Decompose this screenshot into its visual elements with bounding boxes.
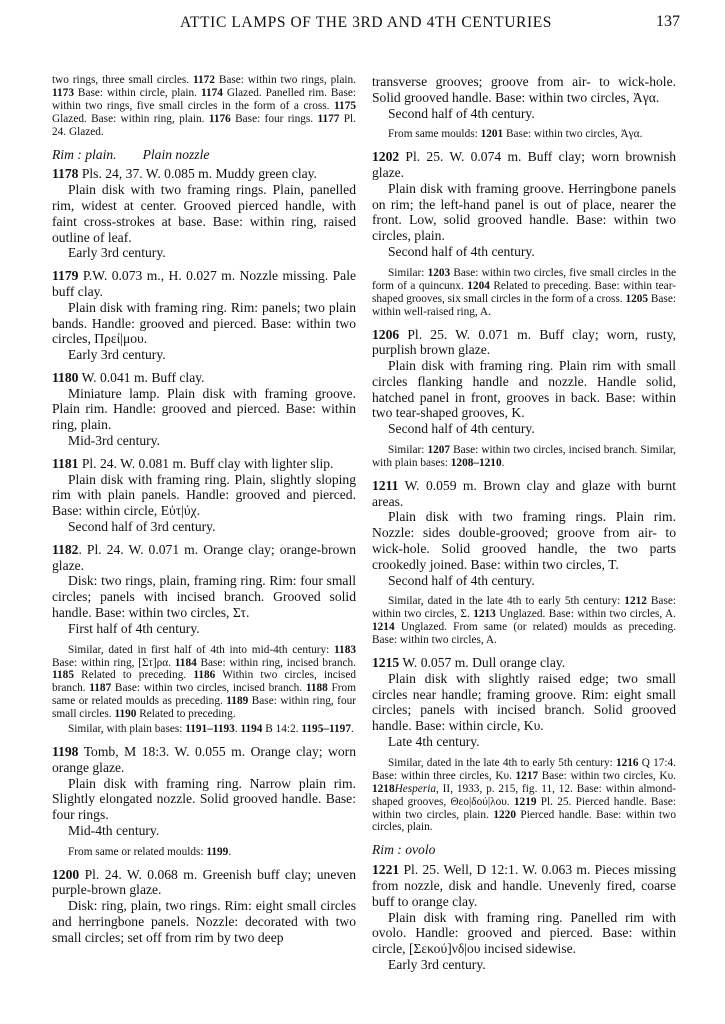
note-text: Q 17:4. Base: within three circles, Κυ. <box>372 756 676 782</box>
entry-paragraph: Disk: two rings, plain, framing ring. Rim: four small circles; panels with incised branch. Grooved solid handle. Base: within two circles, Στ. <box>52 573 356 621</box>
note-text: Glazed. Base: within ring, plain. <box>52 112 209 125</box>
catalogue-number: 1187 <box>89 682 112 695</box>
note-text: Base: within two circles, incised branch. <box>111 682 306 695</box>
entry-heading <box>52 456 356 472</box>
entry-description: Pl. 25. W. 0.074 m. Buff clay; worn brownish glaze. <box>372 149 676 181</box>
entry-heading <box>372 862 676 909</box>
note-text: . <box>234 723 241 736</box>
entry-paragraph: Plain disk with framing groove. Herringbone panels on rim; the left-hand panel is out of place, nearer the front. Low, solid grooved handle. Base: within two circles, plain. <box>372 180 676 244</box>
note-text: From same or related moulds: <box>68 845 207 858</box>
note-text: Pierced handle. Base: within two circles, plain. <box>372 808 676 834</box>
publication-title: Hesperia <box>394 782 437 795</box>
catalogue-number: 1175 <box>334 99 356 112</box>
entry-paragraph: Plain disk with framing ring. Plain, slightly sloping rim with plain panels. Handle: grooved and pierced. Base: within circle, Εὐτ|ύχ. <box>52 471 356 519</box>
entry-description: Pl. 25. W. 0.071 m. Buff clay; worn, rusty, purplish brown glaze. <box>372 326 676 358</box>
catalogue-number: 1220 <box>493 808 516 821</box>
catalogue-entry <box>372 327 676 438</box>
left-column <box>52 74 356 953</box>
catalogue-entry <box>52 166 356 261</box>
catalogue-note <box>52 723 356 736</box>
note-text: Base: within well-raised ring, A. <box>372 292 676 318</box>
catalogue-number: 1218 <box>372 782 395 795</box>
entry-paragraph: Plain disk with slightly raised edge; two small circles near handle; framing groove. Rim: eight small circles; panels with incised branch. Solid grooved handle. Base: within circle, Κυ. <box>372 670 676 734</box>
entry-heading <box>52 370 356 386</box>
note-text: Base: within circle, plain. <box>73 86 201 99</box>
note-text: Unglazed. From same (or related) moulds as preceding. Base: within two circles, A. <box>372 621 676 647</box>
section-heading-part: Rim : ovolo <box>372 842 436 858</box>
catalogue-note <box>52 846 356 859</box>
note-text: Base: within two circles, Ἀγα. <box>503 128 643 141</box>
catalogue-number: 1206 <box>372 326 400 342</box>
note-text: Pl. 24. Glazed. <box>52 112 356 138</box>
note-text: Base: within two circles, incised branch. Similar, with plain bases: <box>372 444 676 469</box>
catalogue-number: 1183 <box>334 643 356 656</box>
catalogue-number: 1211 <box>372 477 399 493</box>
catalogue-number: 1214 <box>372 621 395 634</box>
catalogue-number: 1198 <box>52 743 79 759</box>
catalogue-entry <box>372 149 676 260</box>
catalogue-number: 1199 <box>206 845 229 858</box>
catalogue-number: 1188 <box>305 682 328 695</box>
note-text: Related to preceding. <box>73 669 194 682</box>
entry-paragraph: Second half of 4th century. <box>388 244 535 260</box>
catalogue-entry <box>372 862 676 973</box>
note-text: Base: within ring, [Στ]ρα. <box>52 656 175 669</box>
catalogue-number: 1177 <box>317 112 340 125</box>
entry-paragraph: Plain disk with framing ring. Panelled rim with ovolo. Handle: grooved and pierced. Base: within circle, [Σεκού]νδ|ου incised sidewise. <box>372 909 676 957</box>
note-text: Base: within ring, four small circles. <box>52 695 356 721</box>
catalogue-entry <box>52 867 356 946</box>
entry-paragraph: Plain disk with framing ring. Narrow plain rim. Slightly elongated nozzle. Solid grooved handle. Base: four rings. <box>52 775 356 823</box>
note-text: Related to preceding. <box>136 708 236 721</box>
entry-heading <box>372 655 676 671</box>
right-column <box>372 74 676 980</box>
catalogue-note <box>372 757 676 834</box>
catalogue-number: 1219 <box>513 795 537 808</box>
catalogue-number: 1195–1197 <box>301 723 351 736</box>
note-text: Glazed. Panelled rim. Base: within two rings, five small circles in the form of a cross. <box>52 86 356 112</box>
catalogue-number: 1216 <box>615 756 639 769</box>
note-text: B 14:2. <box>262 723 302 736</box>
page-number: 137 <box>656 13 680 30</box>
catalogue-number: 1182 <box>52 541 79 557</box>
note-text: From same moulds: <box>388 128 481 141</box>
catalogue-entry <box>372 655 676 750</box>
catalogue-entry <box>52 456 356 535</box>
catalogue-number: 1208–1210 <box>450 456 502 469</box>
section-heading-part: Plain nozzle <box>142 146 210 162</box>
entry-paragraph: Second half of 3rd century. <box>68 519 216 535</box>
catalogue-number: 1204 <box>467 279 490 292</box>
catalogue-number: 1178 <box>52 166 79 182</box>
entry-description: W. 0.059 m. Brown clay and glaze with burnt areas. <box>372 477 676 509</box>
note-text: Within two circles, incised branch. <box>52 669 356 695</box>
catalogue-number: 1205 <box>625 292 649 305</box>
note-text: Similar: <box>388 444 428 457</box>
entry-paragraph: Plain disk with two framing rings. Plain, panelled rim, widest at center. Grooved pierced handle, with faint cross-strokes at base. Base: within ring, raised outline of leaf. <box>52 182 356 245</box>
catalogue-note <box>372 595 676 647</box>
entry-paragraph: Early 3rd century. <box>388 956 486 972</box>
entry-heading <box>52 542 356 574</box>
note-text: . <box>350 723 354 736</box>
catalogue-number: 1189 <box>226 695 249 708</box>
entry-paragraph: Miniature lamp. Plain disk with framing groove. Plain rim. Handle: grooved and pierced. Base: within ring, plain. <box>52 385 356 433</box>
entry-paragraph: Plain disk with framing ring. Rim: panels; two plain bands. Handle: grooved and pierced. Base: within two circles, Πρεί|μου. <box>52 299 356 347</box>
note-text: . <box>228 845 232 858</box>
entry-paragraph: Plain disk with framing ring. Plain rim with small circles flanking handle and nozzle. Handle solid, hatched panel in front, grooves in back. Base: within two tear-shaped grooves, K. <box>372 358 676 421</box>
entry-paragraph: Mid-4th century. <box>68 822 160 838</box>
entry-description: W. 0.057 m. Dull orange clay. <box>399 655 566 671</box>
catalogue-entry <box>372 478 676 589</box>
entry-paragraph: Disk: ring, plain, two rings. Rim: eight small circles and herringbone panels. Nozzle: decorated with two small circles; set off from rim by two deep <box>52 898 356 945</box>
note-text: Unglazed. Base: within two circles, A. <box>495 608 676 621</box>
entry-description: W. 0.041 m. Buff clay. <box>78 369 205 385</box>
catalogue-note <box>52 74 356 139</box>
note-text: Base: four rings. <box>230 112 318 125</box>
catalogue-number: 1221 <box>372 862 400 878</box>
catalogue-number: 1190 <box>114 708 137 721</box>
running-header <box>52 12 680 34</box>
catalogue-number: 1172 <box>193 74 215 86</box>
catalogue-number: 1215 <box>372 655 400 671</box>
catalogue-number: 1181 <box>52 455 79 471</box>
section-heading <box>52 147 356 163</box>
catalogue-entry <box>52 542 356 637</box>
note-text: , II, 1933, p. 215, fig. 11, 12. Base: within almond-shaped grooves, Θεο|δού|λου. <box>372 782 676 808</box>
entry-description: Pls. 24, 37. W. 0.085 m. Muddy green clay. <box>78 166 317 182</box>
note-text: two rings, three small circles. <box>52 74 193 86</box>
note-text: Base: within two rings, plain. <box>214 74 356 86</box>
entry-paragraph: Plain disk with two framing rings. Plain rim. Nozzle: sides double-grooved; groove from air- to wick-hole. Solid grooved handle, the two parts crookedly joined. Base: within two circles, T. <box>372 509 676 572</box>
catalogue-number: 1203 <box>427 266 451 279</box>
entry-heading <box>372 149 676 181</box>
note-text: Base: within ring, incised branch. <box>196 656 356 669</box>
catalogue-entry <box>52 744 356 839</box>
catalogue-number: 1217 <box>515 769 539 782</box>
entry-description: Tomb, M 18:3. W. 0.055 m. Orange clay; worn orange glaze. <box>52 743 356 775</box>
entry-heading <box>52 268 356 300</box>
catalogue-entry <box>372 74 676 121</box>
note-text: Similar, dated in first half of 4th into mid-4th century: <box>68 643 335 656</box>
entry-description: Pl. 24. W. 0.068 m. Greenish buff clay; uneven purple-brown glaze. <box>52 866 356 898</box>
catalogue-number: 1212 <box>624 595 647 608</box>
catalogue-number: 1179 <box>52 268 79 284</box>
catalogue-number: 1202 <box>372 149 400 165</box>
catalogue-note <box>372 444 676 470</box>
note-text: Similar, dated in the late 4th to early 5th century: <box>388 595 625 608</box>
note-text: Base: within two circles, five small circles in the form of a quincunx. <box>372 266 676 292</box>
catalogue-number: 1200 <box>52 866 80 882</box>
catalogue-number: 1184 <box>174 656 197 669</box>
catalogue-note <box>372 128 676 141</box>
entry-heading <box>52 744 356 776</box>
section-heading <box>372 842 676 858</box>
catalogue-number: 1207 <box>427 444 451 457</box>
catalogue-entry <box>52 268 356 363</box>
catalogue-note <box>52 644 356 721</box>
note-text: Similar, dated in the late 4th to early 5th century: <box>388 756 616 769</box>
note-text: Similar, with plain bases: <box>68 723 186 736</box>
catalogue-number: 1191–1193 <box>185 723 235 736</box>
note-text: From same or related moulds as preceding. <box>52 682 356 708</box>
note-text: Related to preceding. Base: within tear-shaped grooves, six small circles in the form of a cross. <box>372 279 676 305</box>
section-heading-part: Rim : plain. <box>52 146 117 162</box>
entry-heading <box>372 327 676 359</box>
entry-description: Pl. 24. W. 0.081 m. Buff clay with lighter slip. <box>78 455 334 471</box>
entry-paragraph: Early 3rd century. <box>68 245 166 261</box>
catalogue-number: 1185 <box>52 669 74 682</box>
entry-paragraph: Second half of 4th century. <box>388 105 535 121</box>
running-title: ATTIC LAMPS OF THE 3RD AND 4TH CENTURIES <box>179 14 553 31</box>
entry-heading <box>52 867 356 899</box>
note-text: Pl. 25. Pierced handle. Base: within two circles, plain. <box>372 795 676 821</box>
catalogue-number: 1194 <box>240 723 263 736</box>
entry-paragraph: Mid-3rd century. <box>68 433 160 449</box>
catalogue-number: 1180 <box>52 369 79 385</box>
note-text: Base: within two circles, Σ. <box>372 595 676 621</box>
entry-description: . Pl. 24. W. 0.071 m. Orange clay; orange-brown glaze. <box>52 541 356 573</box>
entry-paragraph: Second half of 4th century. <box>388 572 535 588</box>
entry-heading <box>52 166 356 182</box>
note-text: . <box>501 456 505 469</box>
entry-heading <box>372 478 676 510</box>
entry-paragraph: transverse grooves; groove from air- to wick-hole. Solid grooved handle. Base: within two circles, Ἀγα. <box>372 74 676 105</box>
catalogue-note <box>372 267 676 319</box>
entry-paragraph: Second half of 4th century. <box>388 421 535 437</box>
catalogue-number: 1173 <box>52 86 74 99</box>
note-text: Base: within two circles, Κυ. <box>538 769 676 782</box>
catalogue-number: 1213 <box>473 608 496 621</box>
entry-paragraph: Early 3rd century. <box>68 347 166 363</box>
catalogue-entry <box>52 370 356 449</box>
catalogue-number: 1176 <box>208 112 231 125</box>
entry-paragraph: Late 4th century. <box>388 734 480 750</box>
note-text: Similar: <box>388 266 428 279</box>
entry-description: Pl. 25. Well, D 12:1. W. 0.063 m. Pieces missing from nozzle, disk and handle. Unevenly fired, coarse buff to orange clay. <box>372 862 676 909</box>
catalogue-number: 1186 <box>193 669 216 682</box>
catalogue-number: 1201 <box>480 128 504 141</box>
catalogue-number: 1174 <box>200 86 223 99</box>
entry-description: P.W. 0.073 m., H. 0.027 m. Nozzle missing. Pale buff clay. <box>52 268 356 299</box>
entry-paragraph: First half of 4th century. <box>68 620 200 636</box>
